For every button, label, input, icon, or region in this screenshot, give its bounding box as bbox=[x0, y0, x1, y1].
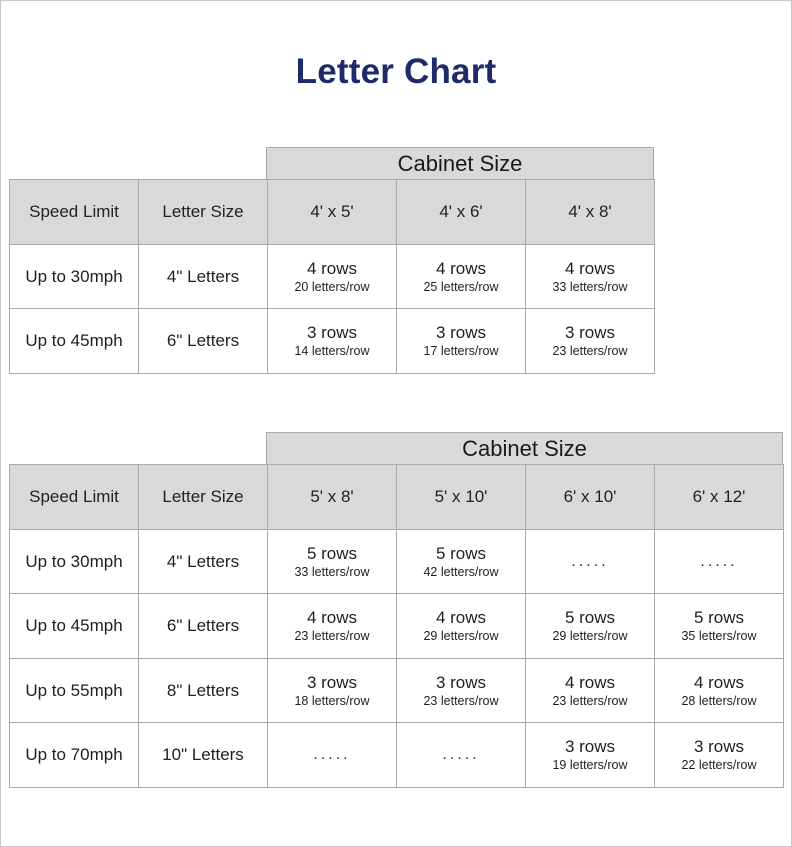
letter-size-cell: 4" Letters bbox=[138, 529, 268, 594]
rows-count: 4 rows bbox=[435, 258, 487, 278]
speed-limit-cell: Up to 30mph bbox=[9, 529, 139, 594]
cabinet-size-header: Cabinet Size bbox=[266, 432, 783, 465]
rows-count: 5 rows bbox=[564, 608, 616, 627]
rows-count: 4 rows bbox=[693, 672, 745, 692]
letter-size-cell: 6" Letters bbox=[138, 308, 268, 374]
cabinet-size-col-header: 4' x 8' bbox=[525, 179, 655, 245]
table-row bbox=[9, 529, 783, 593]
letters-per-row: 20 letters/row bbox=[294, 279, 370, 294]
letters-per-row: 18 letters/row bbox=[294, 693, 370, 708]
column-header-row bbox=[9, 464, 783, 529]
empty-cell bbox=[525, 529, 655, 594]
rows-cell bbox=[396, 593, 526, 659]
letters-per-row: 35 letters/row bbox=[681, 629, 757, 643]
rows-cell bbox=[654, 593, 784, 659]
letters-per-row: 28 letters/row bbox=[681, 693, 757, 708]
rows-cell bbox=[525, 244, 655, 309]
letters-per-row: 33 letters/row bbox=[552, 279, 628, 294]
rows-cell bbox=[267, 529, 397, 594]
letters-per-row: 25 letters/row bbox=[423, 279, 499, 294]
letter-chart-table-2 bbox=[9, 432, 783, 787]
table-row bbox=[9, 658, 783, 722]
letters-per-row: 29 letters/row bbox=[423, 629, 499, 643]
column-header-row bbox=[9, 179, 654, 244]
empty-cell bbox=[267, 722, 397, 788]
rows-cell bbox=[267, 244, 397, 309]
rows-cell bbox=[525, 722, 655, 788]
speed-limit-cell: Up to 70mph bbox=[9, 722, 139, 788]
cabinet-size-col-header: 6' x 12' bbox=[654, 464, 784, 530]
table-row bbox=[9, 244, 654, 308]
rows-count: 4 rows bbox=[564, 672, 616, 692]
rows-cell bbox=[396, 658, 526, 723]
rows-count: 4 rows bbox=[564, 258, 616, 278]
cabinet-size-col-header: 4' x 6' bbox=[396, 179, 526, 245]
speed-limit-cell: Up to 55mph bbox=[9, 658, 139, 723]
letter-size-cell: 8" Letters bbox=[138, 658, 268, 723]
letter-size-header: Letter Size bbox=[138, 464, 268, 530]
speed-limit-cell: Up to 45mph bbox=[9, 593, 139, 659]
rows-count: 3 rows bbox=[306, 672, 358, 692]
letters-per-row: 17 letters/row bbox=[423, 344, 499, 358]
group-header-row bbox=[9, 147, 654, 179]
empty-cell bbox=[396, 722, 526, 788]
letters-per-row: 23 letters/row bbox=[552, 693, 628, 708]
letter-size-cell: 10" Letters bbox=[138, 722, 268, 788]
empty-cell bbox=[654, 529, 784, 594]
speed-limit-cell: Up to 45mph bbox=[9, 308, 139, 374]
letter-size-header: Letter Size bbox=[138, 179, 268, 245]
rows-count: 4 rows bbox=[435, 608, 487, 627]
letters-per-row: 22 letters/row bbox=[681, 758, 757, 772]
rows-count: 5 rows bbox=[435, 543, 487, 563]
group-header-row bbox=[9, 432, 783, 464]
rows-cell bbox=[525, 593, 655, 659]
speed-limit-header: Speed Limit bbox=[9, 179, 139, 245]
rows-cell bbox=[525, 658, 655, 723]
rows-count: 3 rows bbox=[306, 323, 358, 342]
letters-per-row: 33 letters/row bbox=[294, 564, 370, 579]
letter-chart-table-1 bbox=[9, 147, 654, 373]
letters-per-row: 19 letters/row bbox=[552, 758, 628, 772]
rows-count: 3 rows bbox=[693, 737, 745, 756]
rows-count: 4 rows bbox=[306, 258, 358, 278]
table-row bbox=[9, 308, 654, 373]
cabinet-size-col-header: 5' x 10' bbox=[396, 464, 526, 530]
rows-count: 5 rows bbox=[693, 608, 745, 627]
cabinet-size-col-header: 6' x 10' bbox=[525, 464, 655, 530]
rows-cell bbox=[267, 308, 397, 374]
not-available-dots: ..... bbox=[700, 552, 738, 570]
cabinet-size-col-header: 5' x 8' bbox=[267, 464, 397, 530]
rows-count: 3 rows bbox=[435, 323, 487, 342]
table-row bbox=[9, 722, 783, 787]
letters-per-row: 23 letters/row bbox=[294, 629, 370, 643]
letters-per-row: 23 letters/row bbox=[423, 693, 499, 708]
rows-cell bbox=[267, 658, 397, 723]
rows-cell bbox=[396, 308, 526, 374]
cabinet-size-col-header: 4' x 5' bbox=[267, 179, 397, 245]
rows-count: 3 rows bbox=[564, 323, 616, 342]
letters-per-row: 42 letters/row bbox=[423, 564, 499, 579]
rows-count: 3 rows bbox=[564, 737, 616, 756]
not-available-dots: ..... bbox=[442, 746, 480, 763]
letters-per-row: 14 letters/row bbox=[294, 344, 370, 358]
rows-count: 3 rows bbox=[435, 672, 487, 692]
not-available-dots: ..... bbox=[313, 746, 351, 763]
letters-per-row: 29 letters/row bbox=[552, 629, 628, 643]
letters-per-row: 23 letters/row bbox=[552, 344, 628, 358]
page-title: Letter Chart bbox=[295, 52, 497, 91]
cabinet-size-header: Cabinet Size bbox=[266, 147, 654, 180]
header-spacer bbox=[9, 147, 267, 180]
rows-count: 5 rows bbox=[306, 543, 358, 563]
letter-size-cell: 6" Letters bbox=[138, 593, 268, 659]
speed-limit-cell: Up to 30mph bbox=[9, 244, 139, 309]
rows-count: 4 rows bbox=[306, 608, 358, 627]
rows-cell bbox=[267, 593, 397, 659]
rows-cell bbox=[654, 658, 784, 723]
rows-cell bbox=[396, 529, 526, 594]
table-row bbox=[9, 593, 783, 658]
rows-cell bbox=[654, 722, 784, 788]
not-available-dots: ..... bbox=[571, 552, 609, 570]
speed-limit-header: Speed Limit bbox=[9, 464, 139, 530]
header-spacer bbox=[9, 432, 267, 465]
rows-cell bbox=[396, 244, 526, 309]
rows-cell bbox=[525, 308, 655, 374]
letter-size-cell: 4" Letters bbox=[138, 244, 268, 309]
